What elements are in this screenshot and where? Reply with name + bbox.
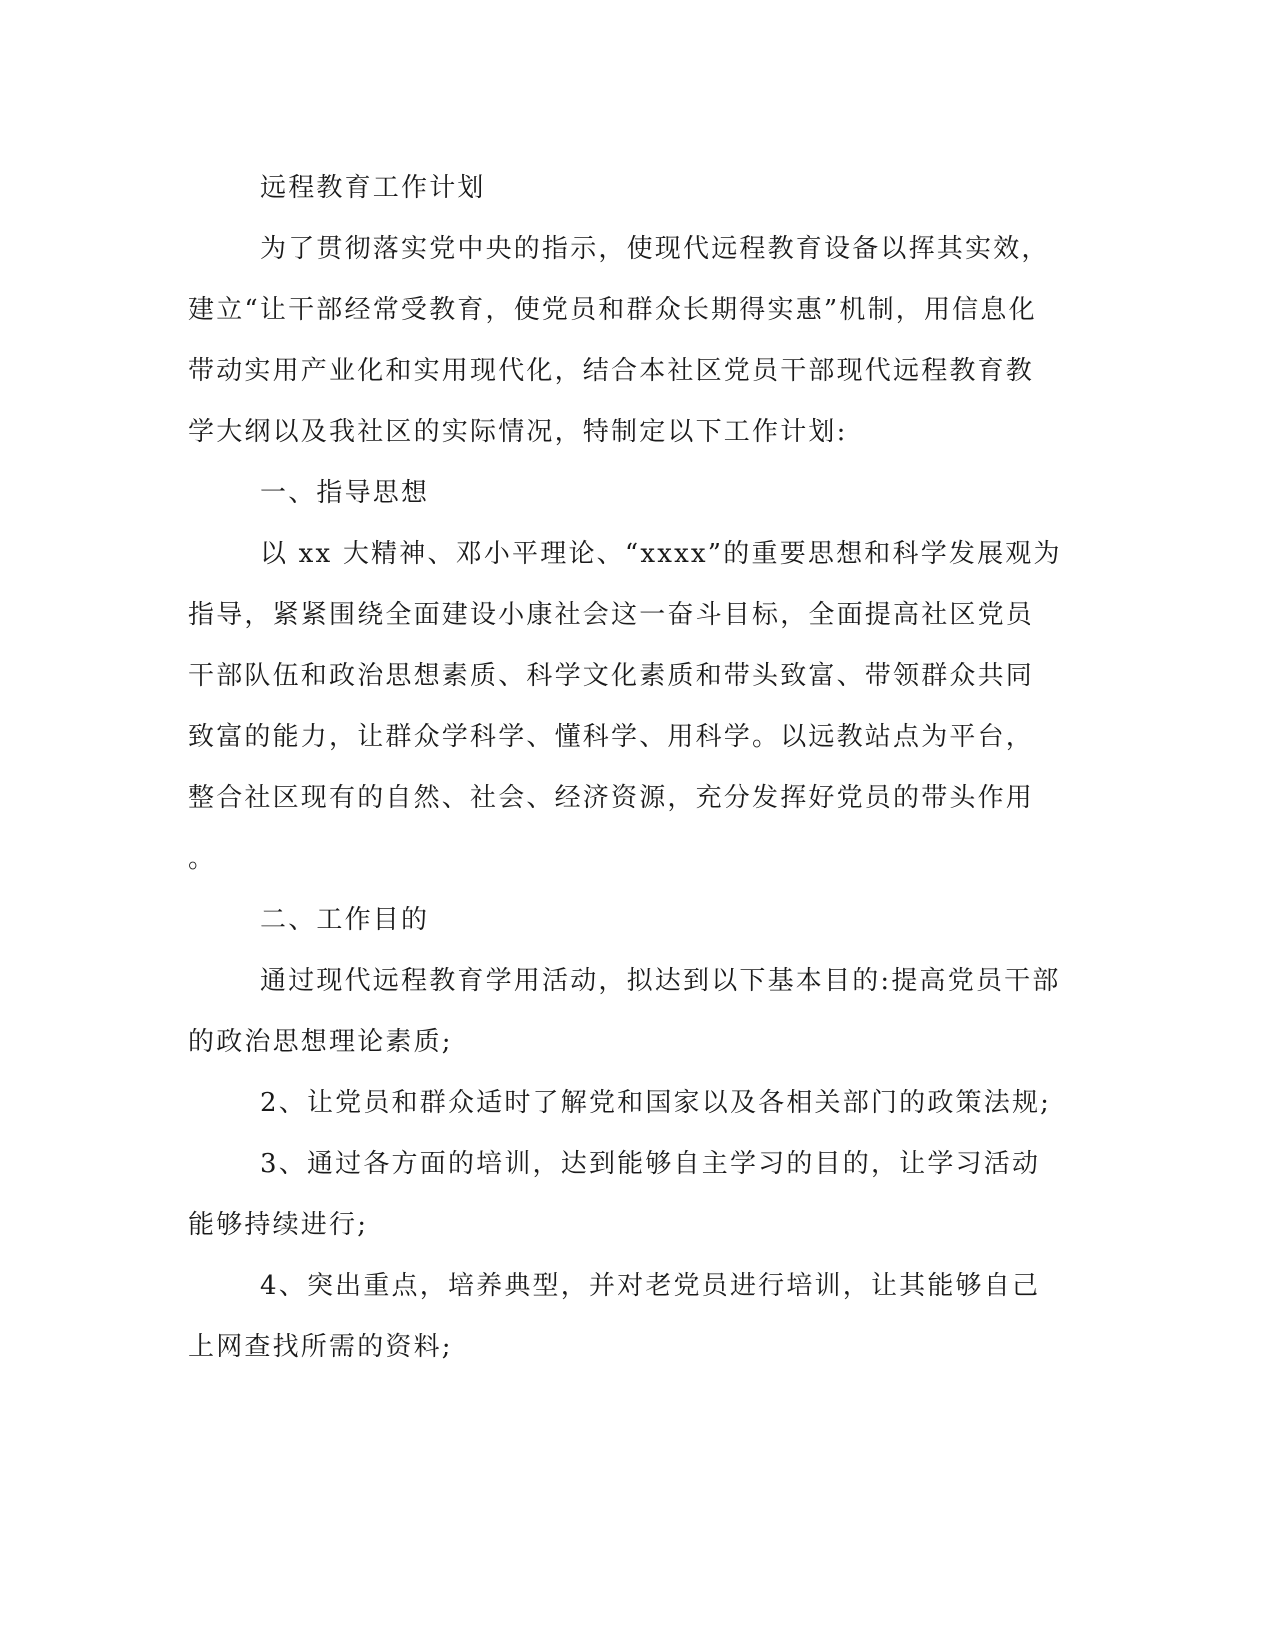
paragraph-line: 通过现代远程教育学用活动，拟达到以下基本目的:提高党员干部 (260, 966, 1061, 996)
list-item-continuation: 能够持续进行; (188, 1210, 369, 1240)
section-heading: 一、指导思想 (260, 478, 430, 508)
paragraph-line: 为了贯彻落实党中央的指示，使现代远程教育设备以挥其实效， (260, 234, 1050, 264)
section-heading: 二、工作目的 (260, 905, 430, 935)
paragraph-line: 以 xx 大精神、邓小平理论、“xxxx”的重要思想和科学发展观为 (260, 539, 1062, 569)
list-item: 2、让党员和群众适时了解党和国家以及各相关部门的政策法规; (260, 1088, 1052, 1118)
list-item: 3、通过各方面的培训，达到能够自主学习的目的，让学习活动 (260, 1149, 1041, 1179)
paragraph-line: 的政治思想理论素质; (188, 1027, 453, 1057)
paragraph-line: 致富的能力，让群众学科学、懂科学、用科学。以远教站点为平台， (188, 722, 1035, 752)
paragraph-line: 干部队伍和政治思想素质、科学文化素质和带头致富、带领群众共同 (188, 661, 1035, 691)
list-item-continuation: 上网查找所需的资料; (188, 1332, 453, 1362)
paragraph-line: 指导，紧紧围绕全面建设小康社会这一奋斗目标，全面提高社区党员 (188, 600, 1035, 630)
paragraph-line: 建立“让干部经常受教育，使党员和群众长期得实惠”机制，用信息化 (188, 295, 1037, 325)
list-item: 4、突出重点，培养典型，并对老党员进行培训，让其能够自己 (260, 1271, 1041, 1301)
document-title: 远程教育工作计划 (260, 173, 486, 203)
paragraph-line: 。 (188, 844, 217, 874)
document-body (188, 158, 1088, 1378)
paragraph-line: 带动实用产业化和实用现代化，结合本社区党员干部现代远程教育教 (188, 356, 1035, 386)
paragraph-line: 学大纲以及我社区的实际情况，特制定以下工作计划: (188, 417, 848, 447)
paragraph-line: 整合社区现有的自然、社会、经济资源，充分发挥好党员的带头作用 (188, 783, 1035, 813)
